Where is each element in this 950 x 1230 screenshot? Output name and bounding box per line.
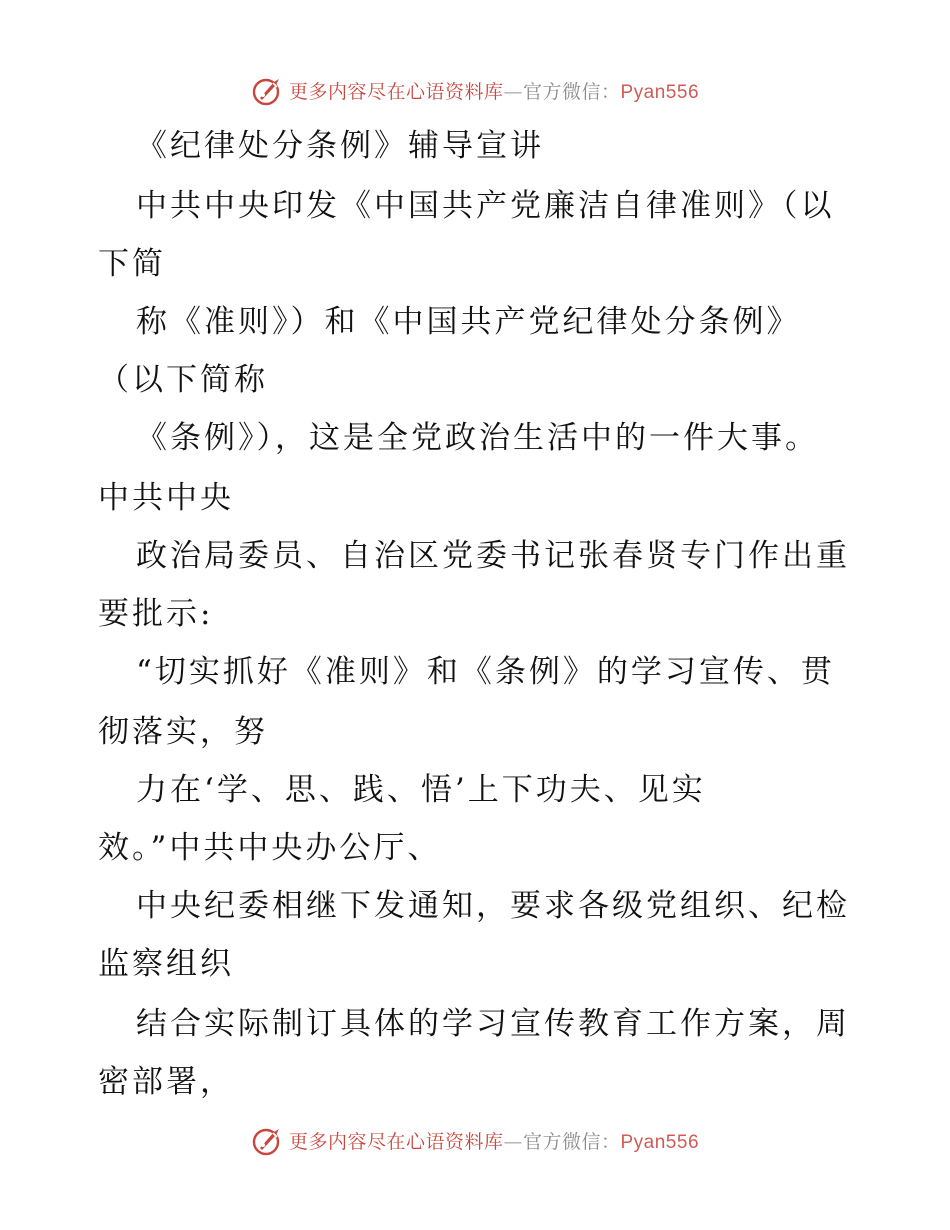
banner-handle: Pyan556 xyxy=(620,81,700,103)
pen-logo-icon xyxy=(251,1123,285,1157)
text-line: 效。”中共中央办公厅、 xyxy=(98,830,442,866)
banner-site-text: 更多内容尽在心语资料库 xyxy=(288,1130,504,1153)
banner-content xyxy=(251,1123,699,1157)
banner-dash: — xyxy=(503,80,523,103)
banner-dash: — xyxy=(503,1130,523,1153)
text-line: 《条例》），这是全党政治生活中的一件大事。 xyxy=(136,420,819,456)
banner-wechat-label: 官方微信： xyxy=(522,1130,621,1153)
text-line: 中共中央 xyxy=(98,480,234,516)
banner-handle: Pyan556 xyxy=(620,1131,700,1153)
text-line: 密部署， xyxy=(98,1064,234,1100)
banner-wechat-label: 官方微信： xyxy=(522,80,621,103)
text-line: 下简 xyxy=(98,246,166,282)
text-line: “切实抓好《准则》和《条例》的学习宣传、贯 xyxy=(136,654,835,690)
text-line: 政治局委员、自治区党委书记张春贤专门作出重 xyxy=(136,538,850,574)
text-line: 监察组织 xyxy=(98,946,234,982)
doc-title: 《纪律处分条例》辅导宣讲 xyxy=(136,128,544,164)
text-line: 称《准则》）和《中国共产党纪律处分条例》 xyxy=(136,304,801,340)
footer-banner xyxy=(0,1120,950,1160)
banner-site-text: 更多内容尽在心语资料库 xyxy=(288,80,504,103)
text-line: 要批示: xyxy=(98,596,214,632)
text-line: 结合实际制订具体的学习宣传教育工作方案，周 xyxy=(136,1006,850,1042)
text-line: 中共中央印发《中国共产党廉洁自律准则》（以 xyxy=(136,188,835,224)
banner-text xyxy=(289,1127,699,1154)
text-line: 彻落实，努 xyxy=(98,714,268,750)
text-line: 中央纪委相继下发通知，要求各级党组织、纪检 xyxy=(136,888,850,924)
text-line: 力在‘学、思、践、悟’上下功夫、见实 xyxy=(136,772,706,808)
text-line: （以下简称 xyxy=(98,362,268,398)
